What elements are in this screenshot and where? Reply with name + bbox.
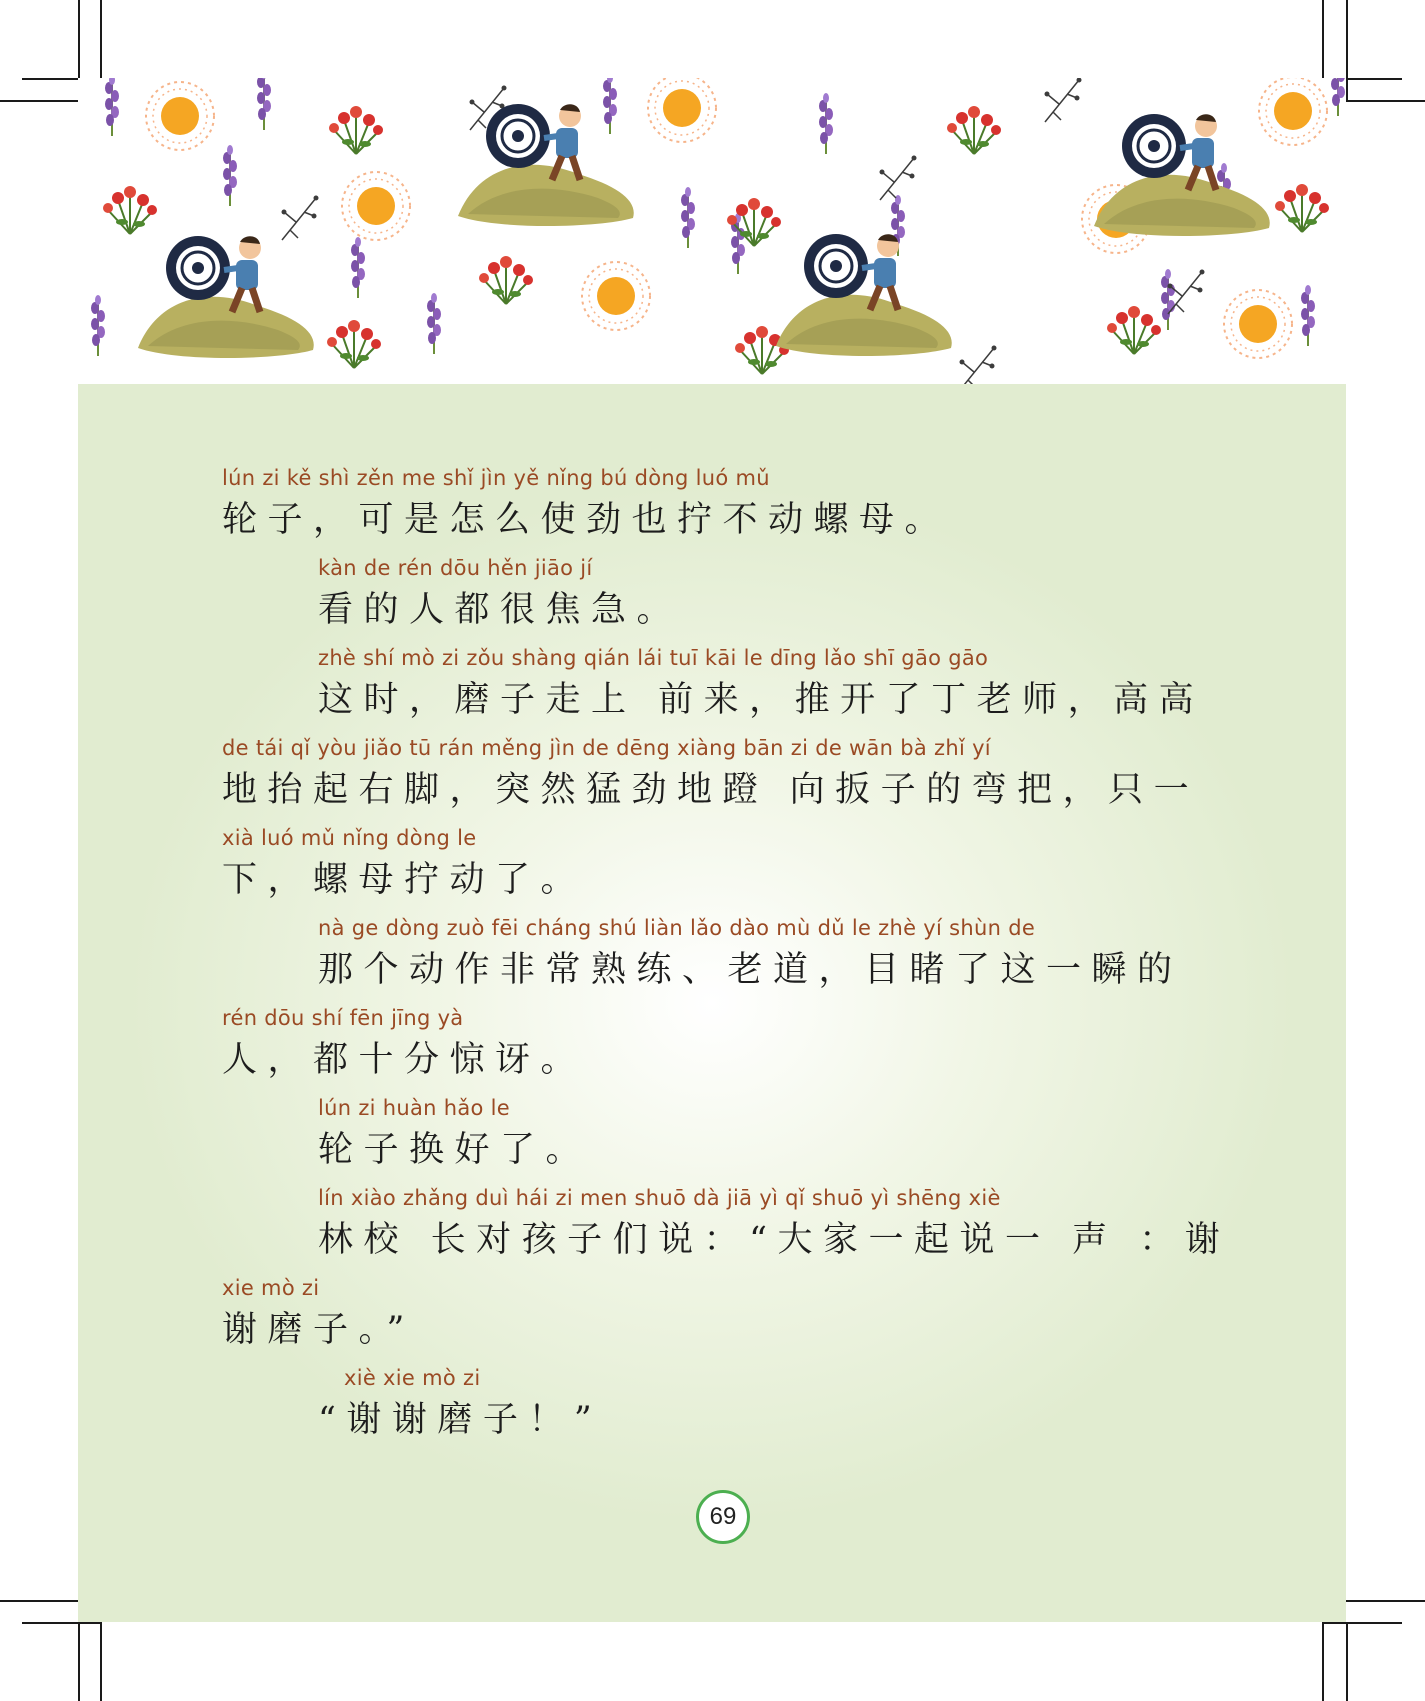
- chinese-line: 看的人都很焦急。: [318, 590, 683, 630]
- crop-mark: [100, 1622, 102, 1701]
- pinyin-line: zhè shí mò zi zǒu shàng qián lái tuī kāi le dīng lǎo shī gāo gāo: [318, 646, 989, 670]
- page-number: 69: [696, 1490, 750, 1544]
- crop-mark: [1346, 1600, 1425, 1602]
- pinyin-line: nà ge dòng zuò fēi cháng shú liàn lǎo dào mù dǔ le zhè yí shùn de: [318, 916, 1036, 940]
- chinese-line: 地抬起右脚，突然猛劲地蹬 向扳子的弯把，只一: [222, 770, 1200, 810]
- chinese-line: “谢谢磨子！”: [318, 1400, 603, 1440]
- chinese-line: 人，都十分惊讶。: [222, 1040, 587, 1080]
- chinese-line: 轮子，可是怎么使劲也拧不动螺母。: [222, 500, 951, 540]
- crop-mark: [1346, 1622, 1348, 1701]
- chinese-line: 林校 长对孩子们说：“大家一起说一 声 ：谢: [318, 1220, 1231, 1260]
- chinese-line: 这时，磨子走上 前来，推开了丁老师，高高: [318, 680, 1205, 720]
- chinese-line: 谢磨子。”: [222, 1310, 415, 1350]
- pinyin-line: de tái qǐ yòu jiǎo tū rán měng jìn de dēng xiàng bān zi de wān bà zhǐ yí: [222, 736, 991, 760]
- crop-mark: [1346, 100, 1425, 102]
- crop-mark: [100, 0, 102, 78]
- pinyin-line: xiè xie mò zi: [344, 1366, 481, 1390]
- crop-mark: [0, 100, 80, 102]
- pinyin-line: rén dōu shí fēn jīng yà: [222, 1006, 464, 1030]
- pinyin-line: lún zi huàn hǎo le: [318, 1096, 510, 1120]
- pinyin-line: lún zi kě shì zěn me shǐ jìn yě nǐng bú dòng luó mǔ: [222, 466, 770, 490]
- pinyin-line: xie mò zi: [222, 1276, 320, 1300]
- crop-mark: [1322, 0, 1324, 78]
- crop-mark: [1346, 0, 1348, 100]
- chinese-line: 那个动作非常熟练、老道，目睹了这一瞬的: [318, 950, 1183, 990]
- crop-mark: [22, 1622, 102, 1624]
- crop-mark: [0, 1600, 80, 1602]
- pinyin-line: lín xiào zhǎng duì hái zi men shuō dà jiā yì qǐ shuō yì shēng xiè: [318, 1186, 1001, 1210]
- crop-mark: [1322, 1622, 1402, 1624]
- pinyin-line: xià luó mǔ nǐng dòng le: [222, 826, 477, 850]
- chinese-line: 轮子换好了。: [318, 1130, 592, 1170]
- chinese-line: 下，螺母拧动了。: [222, 860, 587, 900]
- illustration-banner: [78, 78, 1346, 384]
- pinyin-line: kàn de rén dōu hěn jiāo jí: [318, 556, 593, 580]
- text-panel: [78, 384, 1346, 1622]
